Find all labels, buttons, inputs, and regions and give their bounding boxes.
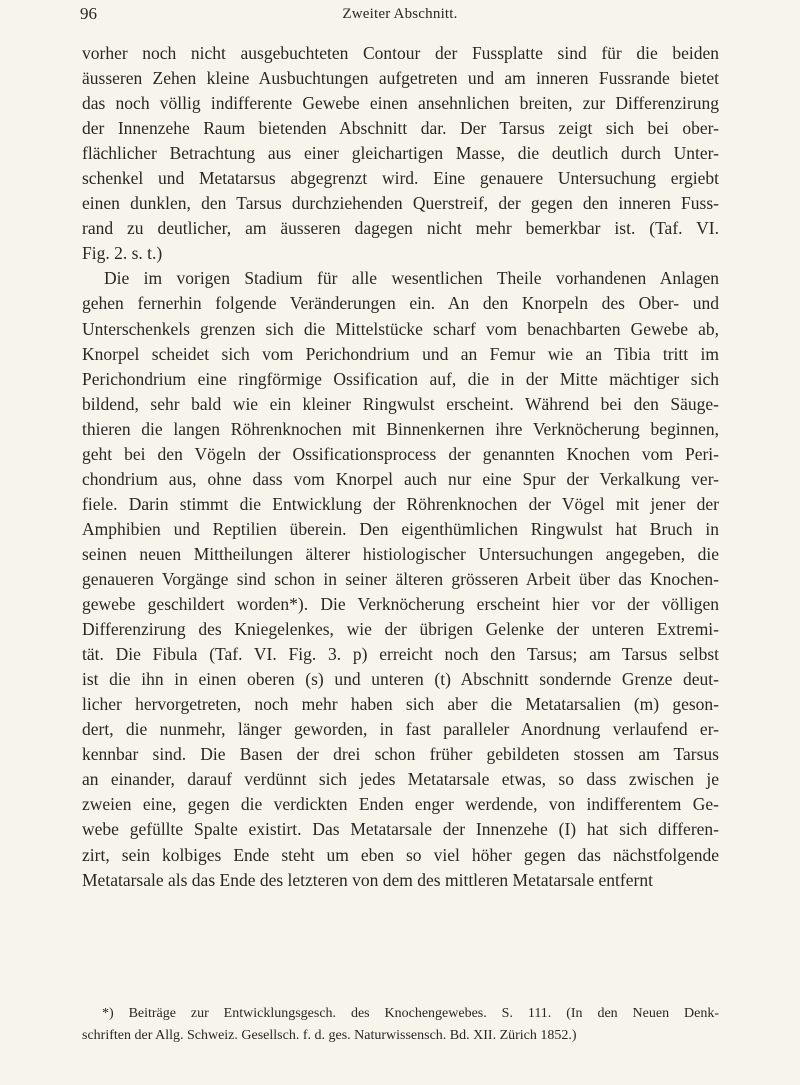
text-line: flächlicher Betrachtung aus einer gleichartigen Masse, die deutlich durch Unter- [82,143,719,164]
text-line: zirt, sein kolbiges Ende steht um eben so viel höher gegen das nächstfolgende [82,844,719,865]
text-line: vorher noch nicht ausgebuchteten Contour der Fussplatte sind für die beiden [82,43,719,63]
footnote-line: schriften der Allg. Schweiz. Gesellsch. f. d. ges. Naturwissensch. Bd. XII. Zürich 1852.) [82,1028,577,1043]
text-line: chondrium aus, ohne dass vom Knorpel auch nur eine Spur der Verkalkung ver- [82,468,719,489]
text-line: der Innenzehe Raum bietenden Abschnitt dar. Der Tarsus zeigt sich bei ober- [82,118,719,139]
text-line: gewebe geschildert worden*). Die Verknöcherung erscheint hier vor der völligen [82,594,719,615]
text-line: äusseren Zehen kleine Ausbuchtungen aufgetreten und am inneren Fussrande bietet [82,68,719,89]
text-line: licher hervorgetreten, noch mehr haben sich aber die Metatarsalien (m) geson- [82,694,719,715]
text-line: seinen neuen Mittheilungen älterer histiologischer Untersuchungen angegeben, die [82,543,719,564]
text-line: dert, die nunmehr, länger geworden, in fast paralleler Anordnung verlaufend er- [82,719,719,740]
text-line: genaueren Vorgänge sind schon in seiner älteren grösseren Arbeit über das Knochen- [82,568,719,589]
text-line: bildend, sehr bald wie ein kleiner Ringwulst erscheint. Während bei den Säuge- [82,393,719,414]
text-line: Metatarsale als das Ende des letzteren von dem des mittleren Metatarsale entfernt [82,869,653,890]
text-line: Amphibien und Reptilien überein. Den eigenthümlichen Ringwulst hat Bruch in [82,518,719,539]
text-line: einen dunklen, den Tarsus durchziehenden Querstreif, der gegen den inneren Fuss- [82,193,719,214]
text-line: Die im vorigen Stadium für alle wesentlichen Theile vorhandenen Anlagen [104,268,719,289]
text-line: Perichondrium eine ringförmige Ossification auf, die in der Mitte mächtiger sich [82,368,719,389]
text-line: rand zu deutlicher, am äusseren dagegen nicht mehr bemerkbar ist. (Taf. VI. [82,218,719,239]
page-number: 96 [80,4,97,23]
text-line: Fig. 2. s. t.) [82,243,163,264]
footnote [82,1003,719,1047]
text-line: Unterschenkels grenzen sich die Mittelstücke scharf vom benachbarten Gewebe ab, [82,318,719,339]
footnote-line: *) Beiträge zur Entwicklungsgesch. des Knochengewebes. S. 111. (In den Neuen Denk- [102,1006,719,1021]
text-line: Knorpel scheidet sich vom Perichondrium und an Femur wie an Tibia tritt im [82,343,719,364]
text-line: thieren die langen Röhrenknochen mit Binnenkernen ihre Verknöcherung beginnen, [82,418,719,439]
running-head [0,4,800,26]
text-line: ist die ihn in einen oberen (s) und unteren (t) Abschnitt sondernde Grenze deut- [82,669,719,690]
text-line: schenkel und Metatarsus abgegrenzt wird. Eine genauere Untersuchung ergiebt [82,168,719,189]
text-line: tät. Die Fibula (Taf. VI. Fig. 3. p) erreicht noch den Tarsus; am Tarsus selbst [82,644,719,665]
text-line: webe gefüllte Spalte existirt. Das Metatarsale der Innenzehe (I) hat sich differen- [82,819,719,840]
text-line: an einander, darauf verdünnt sich jedes Metatarsale etwas, so dass zwischen je [82,769,719,790]
body-text [82,41,719,893]
text-line: kennbar sind. Die Basen der drei schon früher gebildeten stossen am Tarsus [82,744,719,765]
text-line: zweien eine, gegen die verdickten Enden enger werdende, von indifferentem Ge- [82,794,719,815]
text-line: geht bei den Vögeln der Ossificationsprocess der genannten Knochen vom Peri- [82,443,719,464]
text-line: gehen fernerhin folgende Veränderungen ein. An den Knorpeln des Ober- und [82,293,719,314]
running-title: Zweiter Abschnitt. [342,6,458,22]
text-line: Differenzirung des Kniegelenkes, wie der übrigen Gelenke der unteren Extremi- [82,619,719,640]
text-line: fiele. Darin stimmt die Entwicklung der Röhrenknochen der Vögel mit jener der [82,493,719,514]
text-line: das noch völlig indifferente Gewebe einen ansehnlichen breiten, zur Differenzirung [82,93,719,114]
